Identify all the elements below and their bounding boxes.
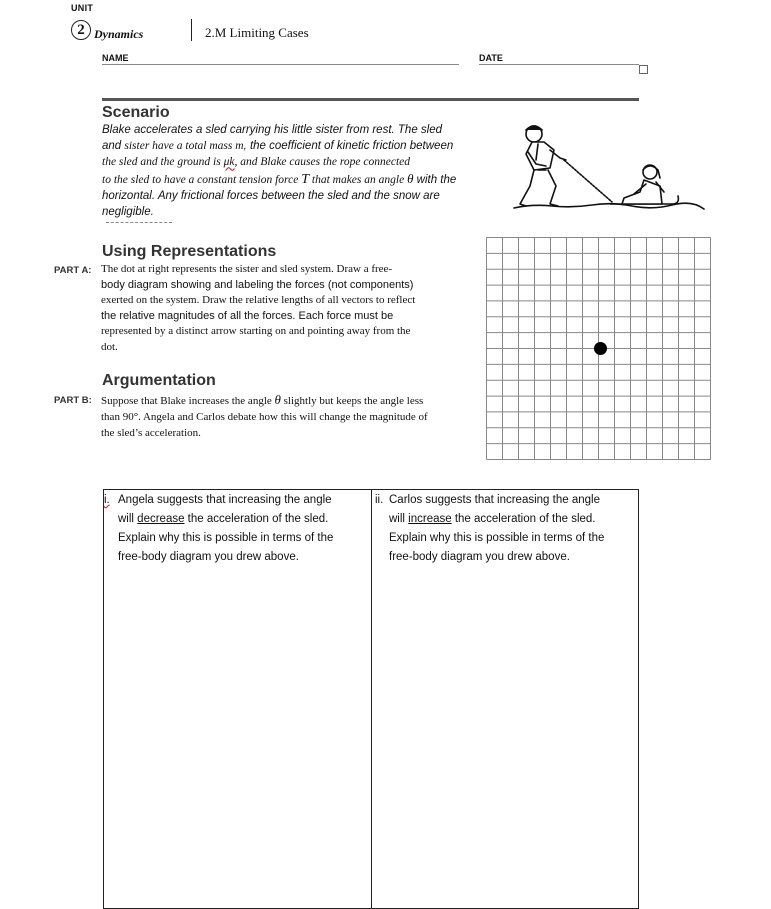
date-label: DATE [479,53,503,63]
sled-illustration [512,120,708,216]
text-box-handle[interactable] [639,65,648,74]
item-number: ii. [375,494,384,506]
answer-cell-angela[interactable] [104,491,368,567]
title-divider [191,19,192,41]
unit-label: UNIT [71,3,94,13]
lesson-title: 2.M Limiting Cases [205,25,309,40]
part-a-line: body diagram showing and labeling the forces (not components) [101,278,414,291]
unit-number-badge: 2 [71,20,91,40]
cell-line: Explain why this is possible in terms of the [389,532,605,544]
scenario-line: Blake accelerates a sled carrying his little sister from rest. The sled [102,124,443,136]
cell-line: Carlos suggests that increasing the angle [389,494,600,506]
dashed-separator [106,222,172,223]
scenario-line: negligible. [102,206,154,219]
scenario-line: the sled and the ground is μk, and Blake causes the rope connected [102,156,411,169]
system-dot [594,342,607,355]
part-b-line: Suppose that Blake increases the angle θ slightly but keeps the angle less [101,392,424,407]
theta-symbol: θ [407,170,414,186]
cell-line: will increase the acceleration of the sled. [389,513,596,525]
scenario-heading: Scenario [102,104,170,121]
table-divider [371,489,372,909]
name-label: NAME [102,53,129,63]
argumentation-heading: Argumentation [102,372,216,389]
scenario-line: and sister have a total mass m, the coefficient of kinetic friction between [102,140,454,153]
scenario-line: to the sled to have a constant tension force T that makes an angle θ with the [102,170,457,187]
section-rule [102,98,639,101]
part-b-line: the sled’s acceleration. [101,427,201,439]
representations-heading: Using Representations [102,243,277,260]
theta-symbol: θ [274,392,281,407]
mu-k-symbol: μk [223,156,235,169]
part-b-text [101,392,465,441]
item-number: i. [104,494,110,506]
part-b-label: PART B: [54,395,92,406]
part-a-line: exerted on the system. Draw the relative lengths of all vectors to reflect [101,294,416,307]
part-a-line: dot. [101,340,118,353]
part-a-text [101,262,459,356]
free-body-grid[interactable] [486,237,711,461]
answer-cell-carlos[interactable] [375,491,639,567]
date-field[interactable] [479,64,639,65]
part-a-line: the relative magnitudes of all the forces. Each force must be [101,309,394,322]
name-field[interactable] [102,64,459,65]
cell-line: Angela suggests that increasing the angle [118,494,332,506]
part-a-line: The dot at right represents the sister and sled system. Draw a free- [101,263,393,275]
part-a-line: represented by a distinct arrow starting on and pointing away from the [101,325,411,338]
part-b-line: than 90°. Angela and Carlos debate how this will change the magnitude of [101,411,428,423]
scenario-line: horizontal. Any frictional forces between the sled and the snow are [102,189,440,202]
unit-name: Dynamics [94,27,144,41]
scenario-text [102,122,480,220]
cell-line: Explain why this is possible in terms of the [118,532,334,544]
part-a-label: PART A: [54,265,92,276]
cell-line: will decrease the acceleration of the sled. [118,513,329,525]
cell-line: free-body diagram you drew above. [389,551,570,563]
cell-line: free-body diagram you drew above. [118,551,299,563]
